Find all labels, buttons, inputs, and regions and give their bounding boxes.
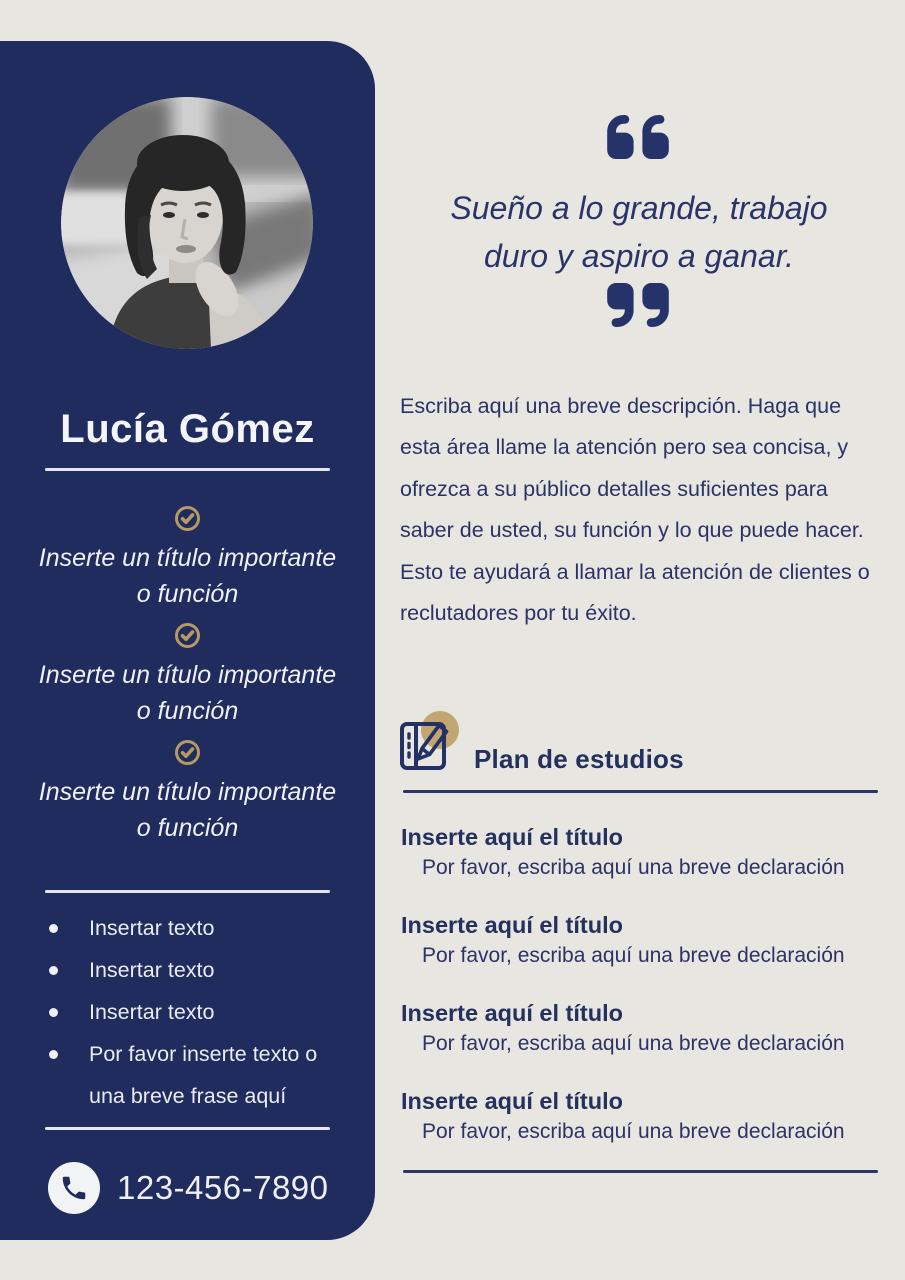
list-item: Insertar texto [40,907,340,949]
list-item: Insertar texto [40,949,340,991]
role-label: Inserte un título importante o función [38,661,337,725]
quote-text: Sueño a lo grande, trabajo duro y aspiro a ganar. [450,190,828,274]
list-item: Por favor inserte texto o una breve frase aquí [40,1033,340,1117]
bullet-dot [49,1050,58,1059]
phone-icon [48,1162,100,1214]
bullet-dot [49,924,58,933]
divider [45,468,330,471]
role-item [0,739,375,846]
entry [401,910,885,969]
role-item [0,622,375,729]
profile-photo [61,97,313,349]
check-circle-icon [174,622,201,649]
notebook-pencil-icon [398,710,462,774]
list-item: Insertar texto [40,991,340,1033]
phone-number: 123-456-7890 [117,1169,329,1206]
role-label: Inserte un título importante o función [38,544,337,608]
entry [401,1086,885,1145]
section-title: Plan de estudios [474,744,684,774]
sidebar [0,41,375,1240]
role-item [0,505,375,612]
bullet-dot [49,1008,58,1017]
check-circle-icon [174,505,201,532]
person-name: Lucía Gómez [60,407,315,451]
entry [401,998,885,1057]
quote-close-icon [607,283,669,332]
role-label: Inserte un título importante o función [38,778,337,842]
entry-title: Inserte aquí el título [401,912,623,938]
entry-subtitle: Por favor, escriba aquí una breve declaración [422,1120,845,1143]
phone-contact [48,1162,329,1214]
divider [45,1127,330,1130]
quote-open-icon [607,115,669,164]
bottom-divider [403,1170,878,1173]
roles-list [0,505,375,856]
entry-title: Inserte aquí el título [401,824,623,850]
bullet-list [40,907,340,1117]
portrait-illustration [61,97,313,349]
entry-subtitle: Por favor, escriba aquí una breve declaración [422,1032,845,1055]
entry-title: Inserte aquí el título [401,1000,623,1026]
check-circle-icon [174,739,201,766]
entry-title: Inserte aquí el título [401,1088,623,1114]
bullet-dot [49,966,58,975]
description: Escriba aquí una breve descripción. Haga que esta área llame la atención pero sea concisa, y ofrezca a su público detalles suficientes para saber de usted, su función y lo que puede hacer. Esto te ayudará a llamar la atención de clientes o reclutadores por tu éxito. [400,394,870,626]
section-divider [403,790,878,793]
entries-list [401,822,885,1174]
divider [45,890,330,893]
entry [401,822,885,881]
entry-subtitle: Por favor, escriba aquí una breve declaración [422,944,845,967]
entry-subtitle: Por favor, escriba aquí una breve declaración [422,856,845,879]
